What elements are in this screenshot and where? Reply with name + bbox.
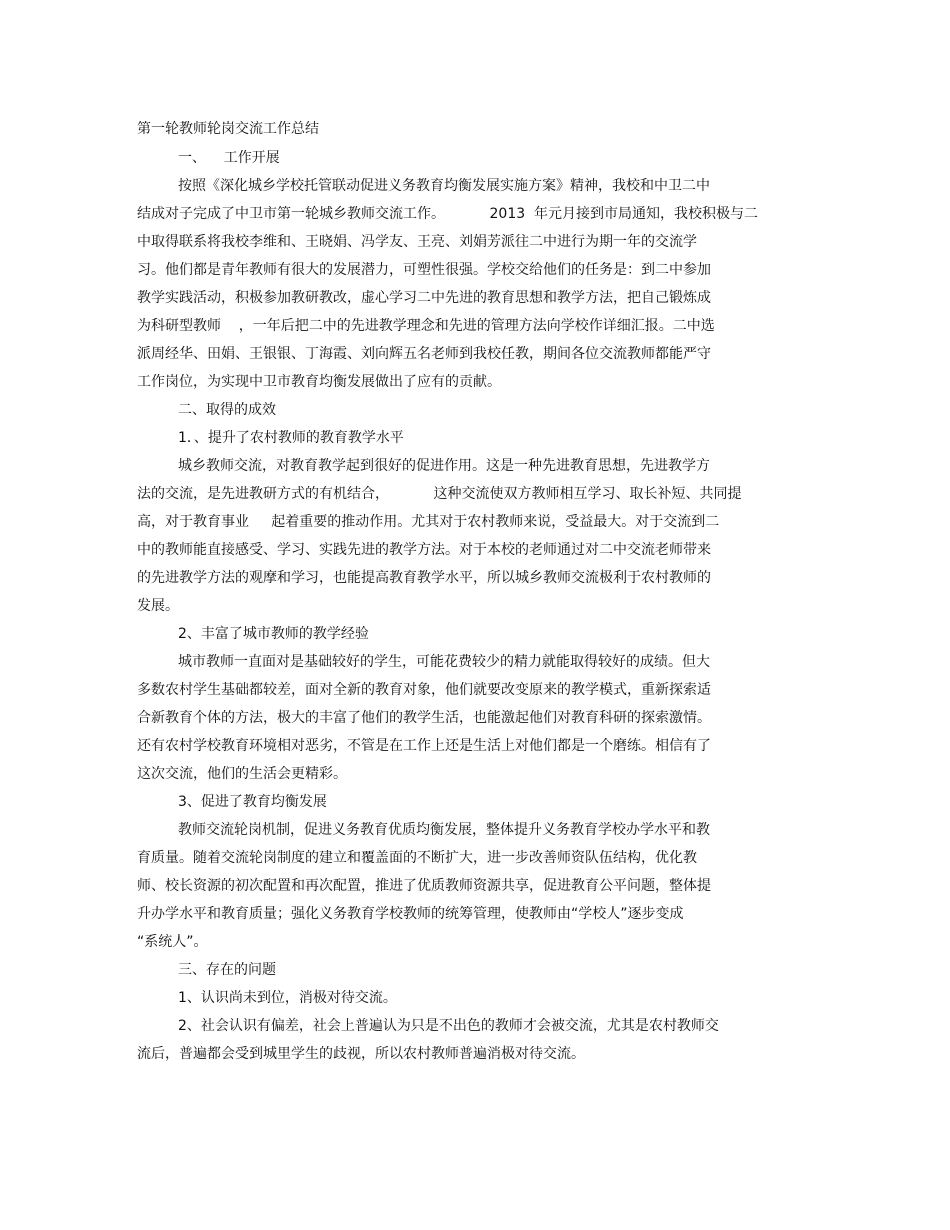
paragraph-line: 派周经华、田娟、王银银、丁海霞、刘向辉五名老师到我校任教，期间各位交流教师都能严守 — [137, 346, 711, 362]
paragraph-line: 法的交流，是先进教研方式的有机结合， 这种交流使双方教师相互学习、取长补短、共同提 — [137, 486, 742, 502]
paragraph-line: 城市教师一直面对是基础较好的学生，可能花费较少的精力就能取得较好的成绩。但大 — [178, 654, 710, 670]
paragraph-line: 高，对于教育事业 起着重要的推动作用。尤其对于农村教师来说，受益最大。对于交流到二 — [137, 514, 720, 530]
paragraph-line: 升办学水平和教育质量；强化义务教育学校教师的统筹管理，使教师由“学校人”逐步变成 — [137, 906, 684, 922]
section-heading: 一、 工作开展 — [178, 150, 280, 166]
paragraph-line: 流后，普遍都会受到城里学生的歧视，所以农村教师普遍消极对待交流。 — [137, 1046, 585, 1062]
document-title: 第一轮教师轮岗交流工作总结 — [137, 121, 319, 137]
paragraph-line: 教学实践活动，积极参加教研教改，虚心学习二中先进的教育思想和教学方法，把自己锻炼成 — [137, 290, 711, 306]
paragraph-line: 发展。 — [137, 598, 179, 614]
paragraph-line: 2、社会认识有偏差，社会上普遍认为只是不出色的教师才会被交流，尤其是农村教师交 — [178, 1018, 719, 1034]
subsection-heading: 2、丰富了城市教师的教学经验 — [178, 626, 369, 642]
section-heading: 三、存在的问题 — [178, 962, 276, 978]
paragraph-line: 中的教师能直接感受、学习、实践先进的教学方法。对于本校的老师通过对二中交流老师带来 — [137, 542, 711, 558]
paragraph-line: 为科研型教师 ，一年后把二中的先进教学理念和先进的管理方法向学校作详细汇报。二中选 — [137, 318, 715, 334]
paragraph-line: 1、认识尚未到位，消极对待交流。 — [178, 990, 397, 1006]
paragraph-line: “系统人”。 — [137, 934, 208, 950]
paragraph-line: 师、校长资源的初次配置和再次配置，推进了优质教师资源共享，促进教育公平问题，整体提 — [137, 878, 711, 894]
paragraph-line: 多数农村学生基础都较差，面对全新的教育对象，他们就要改变原来的教学模式，重新探索适 — [137, 682, 711, 698]
paragraph-line: 按照《深化城乡学校托管联动促进义务教育均衡发展实施方案》精神，我校和中卫二中 — [178, 178, 710, 194]
paragraph-line: 习。他们都是青年教师有很大的发展潜力，可塑性很强。学校交给他们的任务是：到二中参加 — [137, 262, 711, 278]
paragraph-line: 合新教育个体的方法，极大的丰富了他们的教学生活，也能激起他们对教育科研的探索激情。 — [137, 710, 711, 726]
paragraph-line: 还有农村学校教育环境相对恶劣，不管是在工作上还是生活上对他们都是一个磨练。相信有了 — [137, 738, 711, 754]
subsection-heading: 1．、提升了农村教师的教育教学水平 — [178, 430, 404, 446]
section-heading: 二、取得的成效 — [178, 402, 276, 418]
paragraph-line: 育质量。随着交流轮岗制度的建立和覆盖面的不断扩大，进一步改善师资队伍结构，优化教 — [137, 850, 697, 866]
paragraph-line: 城乡教师交流，对教育教学起到很好的促进作用。这是一种先进教育思想，先进教学方 — [178, 458, 710, 474]
paragraph-line: 的先进教学方法的观摩和学习，也能提高教育教学水平，所以城乡教师交流极利于农村教师的 — [137, 570, 711, 586]
paragraph-line: 工作岗位，为实现中卫市教育均衡发展做出了应有的贡献。 — [137, 374, 501, 390]
subsection-heading: 3、促进了教育均衡发展 — [178, 794, 327, 810]
paragraph-line: 这次交流，他们的生活会更精彩。 — [137, 766, 347, 782]
paragraph-line: 中取得联系将我校李维和、王晓娟、冯学友、王亮、刘娟芳派往二中进行为期一年的交流学 — [137, 234, 697, 250]
paragraph-line: 结成对子完成了中卫市第一轮城乡教师交流工作。 2013 年元月接到市局通知，我校积极与二 — [137, 206, 759, 222]
paragraph-line: 教师交流轮岗机制，促进义务教育优质均衡发展，整体提升义务教育学校办学水平和教 — [178, 822, 710, 838]
